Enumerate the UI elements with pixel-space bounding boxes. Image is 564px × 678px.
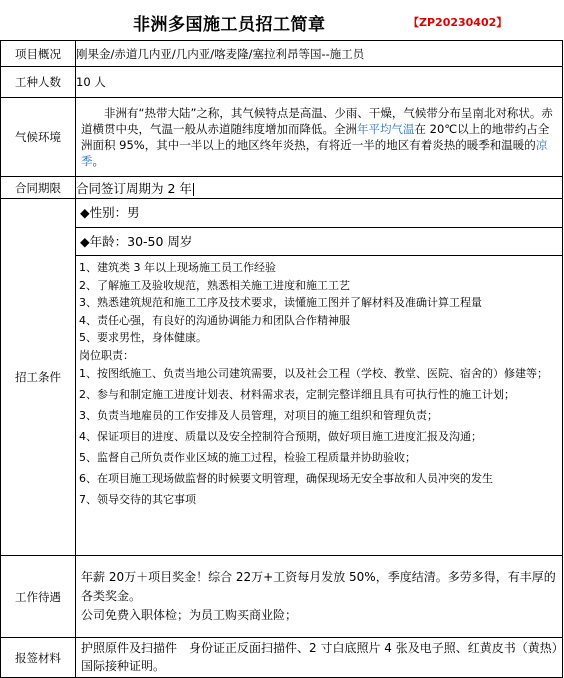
requirements-list [76, 256, 562, 509]
row-benefits [1, 556, 563, 638]
reference-code: 【ZP20230402】 [408, 16, 508, 29]
list-item: 5、要求男性，身体健康。 [79, 331, 207, 344]
benefits-line-2: 公司免费入职体检；为员工购买商业险； [81, 608, 298, 622]
row-contract [1, 177, 563, 199]
list-item: 3、负责当地雇员的工作安排及人员管理，对项目的施工组织和管理负责； [79, 409, 438, 422]
document-title: 非洲多国施工员招工简章 [133, 15, 326, 35]
list-item: 2、了解施工及验收规范，熟悉相关施工进度和施工工艺 [79, 278, 350, 292]
label-visa: 报签材料 [1, 638, 76, 678]
text-cursor [193, 183, 194, 196]
label-headcount: 工种人数 [1, 67, 76, 98]
climate-paragraph [76, 103, 562, 171]
list-item: 1、建筑类 3 年以上现场施工员工作经验 [79, 261, 276, 274]
climate-text-1: 非洲有“热带大陆”之称，其气候特点是高温、少雨、干燥，气候带分布呈南北对称状。赤道横贯中央，气温一般从赤道随纬度增加而降低。全洲 [81, 106, 553, 136]
age-requirement: ◆年龄：30-50 周岁 [76, 228, 562, 256]
list-item: 岗位职责： [79, 348, 134, 362]
list-item: 4、保证项目的进度、质量以及安全控制符合预期，做好项目施工进度汇报及沟通； [79, 430, 482, 443]
value-headcount: 10 人 [76, 67, 563, 98]
row-conditions [1, 199, 563, 556]
benefits-line-1: 年薪 20万＋项目奖金！综合 22万+工资每月发放 50%，季度结清。多劳多得，有丰厚的各类奖金。 [81, 570, 556, 603]
value-visa [76, 638, 563, 678]
climate-highlight-1: 年平均气温 [357, 122, 415, 136]
value-climate [76, 98, 563, 177]
recruitment-table [0, 40, 563, 678]
list-item: 5、监督自己所负责作业区域的施工过程，检验工程质量并协助验收； [79, 451, 416, 464]
label-contract: 合同期限 [1, 177, 76, 199]
value-contract [76, 177, 563, 199]
contract-text: 合同签订周期为 2 年 [76, 180, 192, 196]
list-item: 2、参与和制定施工进度计划表、材料需求表，定制完整详细且具有可执行性的施工计划； [79, 388, 515, 401]
list-item: 7、领导交待的其它事项 [79, 493, 196, 506]
list-item: 1、按图纸施工、负责当地公司建筑需要，以及社会工程（学校、教堂、医院、宿舍的）修建等； [79, 367, 548, 380]
document-header [0, 0, 564, 40]
label-overview: 项目概况 [1, 41, 76, 67]
climate-text-3: 。 [92, 154, 104, 168]
row-visa [1, 638, 563, 678]
list-item: 3、熟悉建筑规范和施工工序及技术要求，读懂施工图并了解材料及准确计算工程量 [79, 296, 482, 309]
label-conditions: 招工条件 [1, 199, 76, 556]
row-overview [1, 41, 563, 67]
list-item: 6、在项目施工现场做监督的时候要文明管理，确保现场无安全事故和人员冲突的发生 [79, 472, 493, 485]
list-item: 4、责任心强，有良好的沟通协调能力和团队合作精神服 [79, 313, 350, 327]
visa-materials-text: 护照原件及扫描件 身份证正反面扫描件、2 寸白底照片 4 张及电子照、红黄皮书（黄热）国际接种证明。 [81, 641, 558, 673]
value-conditions [76, 199, 563, 556]
gender-requirement: ◆性别：男 [76, 199, 562, 228]
label-climate: 气候环境 [1, 98, 76, 177]
row-climate [1, 98, 563, 177]
climate-text-2: 在 20℃以上的地带约占全洲面积 95%，其中一半以上的地区终年炎热，有将近一半的地区有着炎热的暖季和温暖的 [81, 122, 550, 152]
climate-highlight-2: 凉季 [81, 138, 548, 168]
value-benefits [76, 556, 563, 638]
label-benefits: 工作待遇 [1, 556, 76, 638]
value-overview: 刚果金/赤道几内亚/几内亚/喀麦隆/塞拉利昂等国--施工员 [76, 41, 563, 67]
row-headcount [1, 67, 563, 98]
